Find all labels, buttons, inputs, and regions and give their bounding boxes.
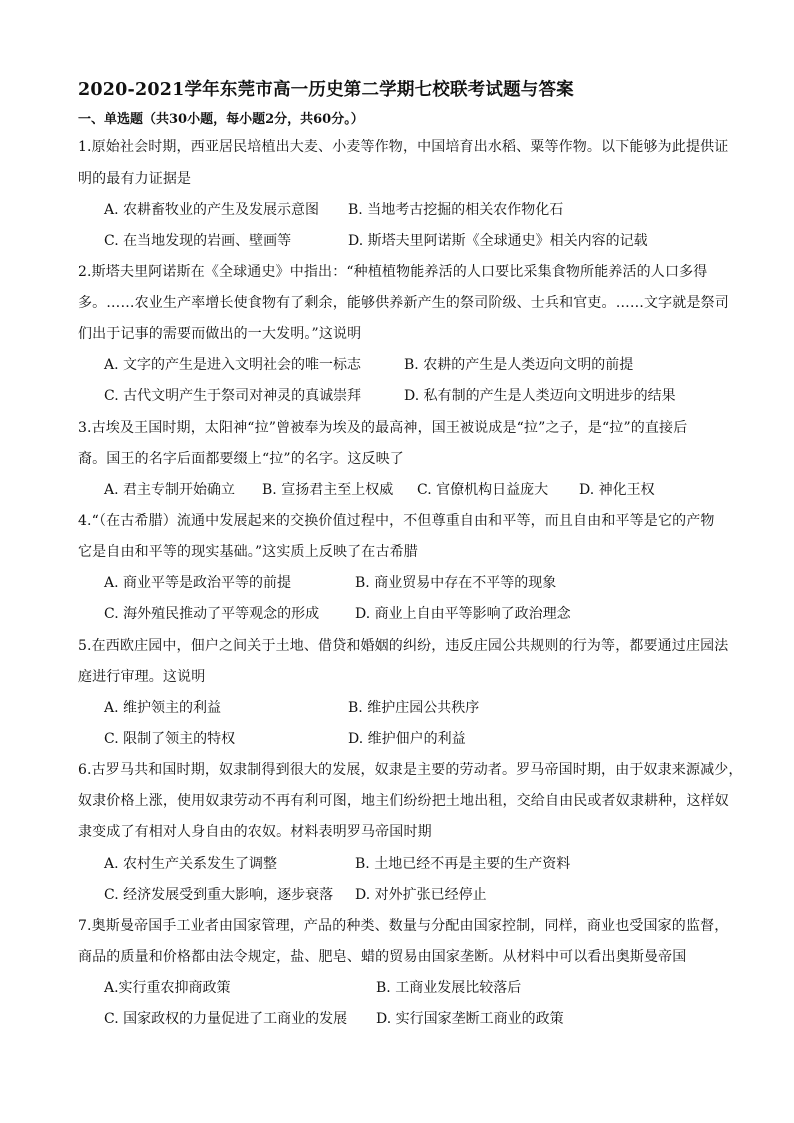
question-4-option-d: D. 商业上自由平等影响了政治理念	[355, 606, 571, 622]
question-2-option-d: D. 私有制的产生是人类迈向文明进步的结果	[404, 388, 676, 404]
question-4-stem-line-2: 它是自由和平等的现实基础。”这实质上反映了在古希腊	[78, 544, 418, 560]
question-6-option-b: B. 土地已经不再是主要的生产资料	[355, 856, 571, 872]
question-1-stem-line-1: 1.原始社会时期，西亚居民培植出大麦、小麦等作物，中国培育出水稻、粟等作物。以下能够为此提供证	[78, 139, 729, 155]
question-3-option-a: A. 君主专制开始确立	[104, 482, 236, 498]
question-4-option-c: C. 海外殖民推动了平等观念的形成	[104, 606, 320, 622]
question-1-option-a: A. 农耕畜牧业的产生及发展示意图	[104, 202, 320, 218]
question-7-stem-line-2: 商品的质量和价格都由法令规定，盐、肥皂、蜡的贸易由国家垄断。从材料中可以看出奥斯曼帝国	[78, 949, 687, 965]
question-5-stem-line-1: 5.在西欧庄园中，佃户之间关于土地、借贷和婚姻的纠纷，违反庄园公共规则的行为等，都要通过庄园法	[78, 638, 729, 654]
question-4-option-b: B. 商业贸易中存在不平等的现象	[355, 575, 557, 591]
question-7-option-d: D. 实行国家垄断工商业的政策	[376, 1011, 564, 1027]
question-1-stem-line-2: 明的最有力证据是	[78, 171, 192, 187]
question-5-option-a: A. 维护领主的利益	[104, 700, 222, 716]
question-3-stem-line-1: 3.古埃及王国时期，太阳神“拉”曾被奉为埃及的最高神，国王被说成是“拉”之子，是“拉”的直接后	[78, 420, 688, 436]
question-4-option-a: A. 商业平等是政治平等的前提	[104, 575, 292, 591]
question-1-option-d: D. 斯塔夫里阿诺斯《全球通史》相关内容的记载	[348, 233, 648, 249]
question-2-stem-line-2: 多。……农业生产率增长使食物有了剩余，能够供养新产生的祭司阶级、士兵和官吏。……文字就是祭司	[78, 295, 729, 311]
question-5-option-c: C. 限制了领主的特权	[104, 731, 236, 747]
page-title: 2020-2021学年东莞市高一历史第二学期七校联考试题与答案	[78, 80, 574, 100]
question-5-option-d: D. 维护佃户的利益	[348, 731, 466, 747]
question-2-stem-line-3: 们出于记事的需要而做出的一大发明。”这说明	[78, 326, 362, 342]
question-7-stem-line-1: 7.奥斯曼帝国手工业者由国家管理，产品的种类、数量与分配由国家控制，同样，商业也受国家的监督，	[78, 918, 729, 934]
question-7-option-c: C. 国家政权的力量促进了工商业的发展	[104, 1011, 348, 1027]
question-2-option-a: A. 文字的产生是进入文明社会的唯一标志	[104, 357, 362, 373]
question-6-stem-line-2: 奴隶价格上涨，使用奴隶劳动不再有利可图，地主们纷纷把土地出租，交给自由民或者奴隶耕种，这样奴	[78, 793, 729, 809]
question-2-option-c: C. 古代文明产生于祭司对神灵的真诚崇拜	[104, 388, 362, 404]
question-3-option-c: C. 官僚机构日益庞大	[417, 482, 549, 498]
question-3-option-d: D. 神化王权	[579, 482, 655, 498]
question-3-stem-line-2: 裔。国王的名字后面都要缀上“拉”的名字。这反映了	[78, 451, 404, 467]
question-5-option-b: B. 维护庄园公共秩序	[348, 700, 480, 716]
question-5-stem-line-2: 庭进行审理。这说明	[78, 669, 206, 685]
question-6-option-d: D. 对外扩张已经停止	[355, 887, 487, 903]
question-6-option-c: C. 经济发展受到重大影响，逐步衰落	[104, 887, 334, 903]
question-7-option-b: B. 工商业发展比较落后	[376, 980, 522, 996]
question-7-option-a: A.实行重农抑商政策	[104, 980, 231, 996]
question-1-option-c: C. 在当地发现的岩画、壁画等	[104, 233, 292, 249]
question-4-stem-line-1: 4.“（在古希腊）流通中发展起来的交换价值过程中，不但尊重自由和平等，而且自由和平等是它的产物	[78, 513, 715, 529]
question-2-option-b: B. 农耕的产生是人类迈向文明的前提	[404, 357, 634, 373]
question-6-stem-line-3: 隶变成了有相对人身自由的农奴。材料表明罗马帝国时期	[78, 824, 432, 840]
question-6-stem-line-1: 6.古罗马共和国时期，奴隶制得到很大的发展，奴隶是主要的劳动者。罗马帝国时期，由于奴隶来源减少，	[78, 762, 743, 778]
question-1-option-b: B. 当地考古挖掘的相关农作物化石	[348, 202, 564, 218]
section-heading: 一、单选题（共30小题，每小题2分，共60分。）	[78, 112, 364, 127]
question-2-stem-line-1: 2.斯塔夫里阿诺斯在《全球通史》中指出：“种植植物能养活的人口要比采集食物所能养活的人口多得	[78, 264, 708, 280]
question-3-option-b: B. 宣扬君主至上权威	[262, 482, 394, 498]
question-6-option-a: A. 农村生产关系发生了调整	[104, 856, 278, 872]
